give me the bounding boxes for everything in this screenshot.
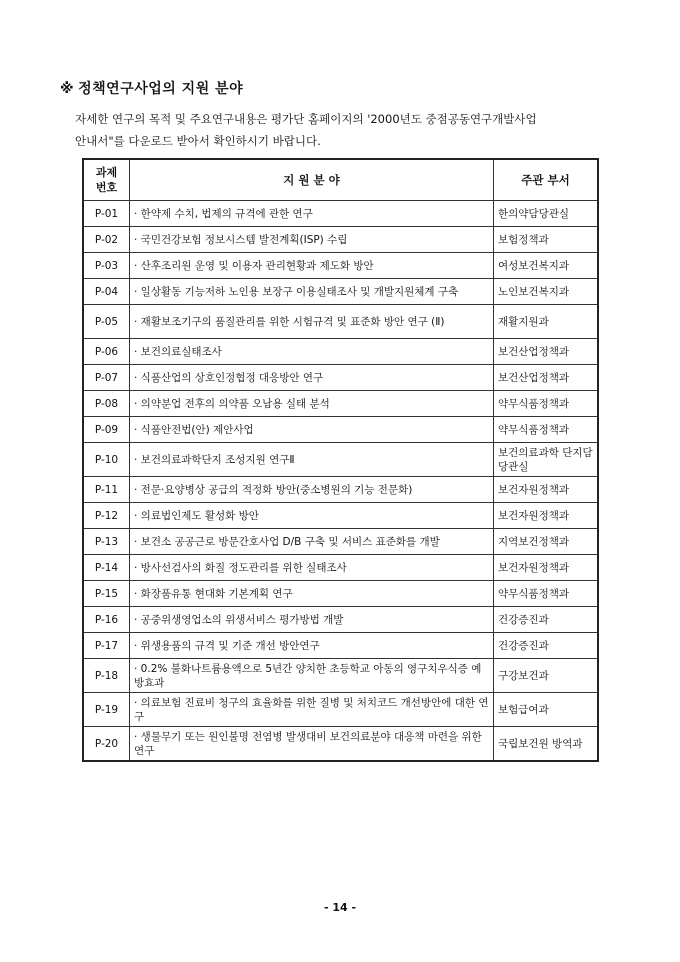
department-cell: 보건자원정책과 <box>494 555 599 581</box>
support-area-cell: · 국민건강보험 정보시스템 발전계획(ISP) 수립 <box>130 227 494 253</box>
project-number-cell: P-08 <box>83 391 130 417</box>
header-no-line-1: 과제 <box>95 166 118 179</box>
support-area-cell: · 0.2% 불화나트륨용액으로 5년간 양치한 초등학교 아동의 영구치우식증 예방효과 <box>130 659 494 693</box>
table-row <box>83 693 598 727</box>
table-row <box>83 253 598 279</box>
header-no-line-2: 번호 <box>95 181 118 194</box>
table-row <box>83 339 598 365</box>
support-area-cell: · 전문·요양병상 공급의 적정화 방안(중소병원의 기능 전문화) <box>130 477 494 503</box>
table-row <box>83 279 598 305</box>
project-number-cell: P-06 <box>83 339 130 365</box>
support-area-cell: · 위생용품의 규격 및 기준 개선 방안연구 <box>130 633 494 659</box>
department-cell: 보건의료과학 단지담당관실 <box>494 443 599 477</box>
department-cell: 보건자원정책과 <box>494 477 599 503</box>
table-row <box>83 305 598 339</box>
project-number-cell: P-11 <box>83 477 130 503</box>
department-cell: 구강보건과 <box>494 659 599 693</box>
intro-line-2: 안내서"를 다운로드 받아서 확인하시기 바랍니다. <box>75 134 321 148</box>
support-area-cell: · 방사선검사의 화질 정도관리를 위한 실태조사 <box>130 555 494 581</box>
table-row <box>83 503 598 529</box>
department-cell: 재활지원과 <box>494 305 599 339</box>
department-cell: 한의약담당관실 <box>494 201 599 227</box>
support-area-cell: · 생물무기 또는 원인불명 전염병 발생대비 보건의료분야 대응책 마련을 위한 연구 <box>130 727 494 762</box>
project-number-cell: P-12 <box>83 503 130 529</box>
project-number-cell: P-16 <box>83 607 130 633</box>
table-body <box>83 201 598 762</box>
project-number-cell: P-01 <box>83 201 130 227</box>
project-number-cell: P-18 <box>83 659 130 693</box>
header-project-number <box>83 159 130 201</box>
table-row <box>83 607 598 633</box>
project-number-cell: P-17 <box>83 633 130 659</box>
header-support-area: 지 원 분 야 <box>130 159 494 201</box>
support-area-cell: · 공중위생영업소의 위생서비스 평가방법 개발 <box>130 607 494 633</box>
department-cell: 보건자원정책과 <box>494 503 599 529</box>
header-department: 주관 부서 <box>494 159 599 201</box>
project-number-cell: P-13 <box>83 529 130 555</box>
department-cell: 약무식품정책과 <box>494 581 599 607</box>
intro-line-1: 자세한 연구의 목적 및 주요연구내용은 평가단 홈페이지의 '2000년도 중점공동연구개발사업 <box>75 112 537 126</box>
table-row <box>83 365 598 391</box>
project-number-cell: P-14 <box>83 555 130 581</box>
table-row <box>83 227 598 253</box>
table-row <box>83 633 598 659</box>
department-cell: 보건산업정책과 <box>494 339 599 365</box>
table-row <box>83 727 598 762</box>
reference-mark-icon: ※ <box>60 81 75 97</box>
support-area-cell: · 재활보조기구의 품질관리를 위한 시험규격 및 표준화 방안 연구 (Ⅱ) <box>130 305 494 339</box>
table-row <box>83 443 598 477</box>
table-header-row <box>83 159 598 201</box>
department-cell: 건강증진과 <box>494 607 599 633</box>
project-number-cell: P-04 <box>83 279 130 305</box>
project-number-cell: P-19 <box>83 693 130 727</box>
support-area-cell: · 의료법인제도 활성화 방안 <box>130 503 494 529</box>
support-area-cell: · 일상활동 기능저하 노인용 보장구 이용실태조사 및 개발지원체계 구축 <box>130 279 494 305</box>
table-row <box>83 555 598 581</box>
project-number-cell: P-20 <box>83 727 130 762</box>
section-heading <box>60 78 243 98</box>
project-number-cell: P-09 <box>83 417 130 443</box>
table-row <box>83 417 598 443</box>
department-cell: 보험급여과 <box>494 693 599 727</box>
support-area-cell: · 의약분업 전후의 의약품 오남용 실태 분석 <box>130 391 494 417</box>
support-area-cell: · 한약제 수치, 법제의 규격에 관한 연구 <box>130 201 494 227</box>
department-cell: 약무식품정책과 <box>494 391 599 417</box>
project-number-cell: P-05 <box>83 305 130 339</box>
page-number: - 14 - <box>323 901 357 914</box>
support-area-cell: · 화장품유통 현대화 기본계획 연구 <box>130 581 494 607</box>
department-cell: 여성보건복지과 <box>494 253 599 279</box>
department-cell: 약무식품정책과 <box>494 417 599 443</box>
support-area-cell: · 산후조리원 운영 및 이용자 관리현황과 제도화 방안 <box>130 253 494 279</box>
project-number-cell: P-02 <box>83 227 130 253</box>
department-cell: 지역보건정책과 <box>494 529 599 555</box>
table-row <box>83 201 598 227</box>
department-cell: 국립보건원 방역과 <box>494 727 599 762</box>
support-area-cell: · 의료보험 진료비 청구의 효율화를 위한 질병 및 처치코드 개선방안에 대한 연구 <box>130 693 494 727</box>
project-number-cell: P-07 <box>83 365 130 391</box>
table-row <box>83 477 598 503</box>
department-cell: 노인보건복지과 <box>494 279 599 305</box>
support-area-cell: · 보건의료실태조사 <box>130 339 494 365</box>
project-number-cell: P-10 <box>83 443 130 477</box>
support-area-table <box>82 158 599 762</box>
support-area-cell: · 보건의료과학단지 조성지원 연구Ⅱ <box>130 443 494 477</box>
project-number-cell: P-15 <box>83 581 130 607</box>
table-row <box>83 391 598 417</box>
section-title: 정책연구사업의 지원 분야 <box>78 81 244 97</box>
support-area-cell: · 식품안전법(안) 제안사업 <box>130 417 494 443</box>
department-cell: 보험정책과 <box>494 227 599 253</box>
intro-paragraph <box>75 108 635 152</box>
department-cell: 보건산업정책과 <box>494 365 599 391</box>
table-row <box>83 659 598 693</box>
table-row <box>83 529 598 555</box>
table-row <box>83 581 598 607</box>
support-area-cell: · 보건소 공공근로 방문간호사업 D/B 구축 및 서비스 표준화를 개발 <box>130 529 494 555</box>
support-area-cell: · 식품산업의 상호인정협정 대응방안 연구 <box>130 365 494 391</box>
project-number-cell: P-03 <box>83 253 130 279</box>
department-cell: 건강증진과 <box>494 633 599 659</box>
